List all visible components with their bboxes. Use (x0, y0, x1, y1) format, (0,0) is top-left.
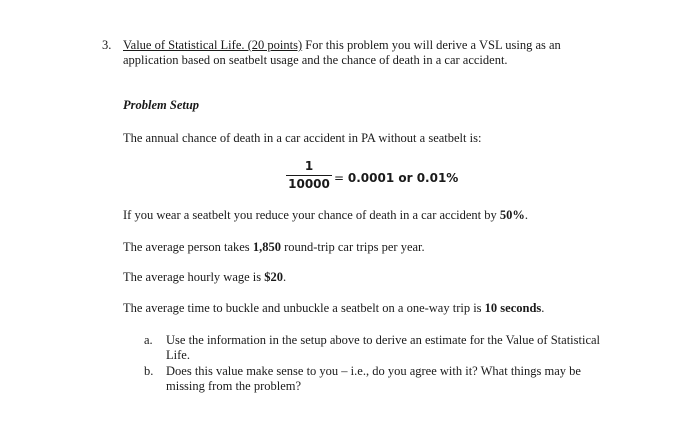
fraction-result (334, 171, 458, 186)
trips-sentence (123, 240, 425, 255)
seatbelt-sentence (123, 208, 528, 223)
buckle-period: . (541, 301, 545, 315)
fraction-numerator: 1 (304, 159, 314, 173)
seatbelt-value: 50% (499, 208, 525, 222)
wage-period: . (283, 270, 287, 284)
trips-text: The average person takes (123, 240, 253, 254)
fraction-denominator: 10000 (288, 177, 330, 192)
subquestion-b-text: Does this value make sense to you – i.e., do you agree with it? What things may be missing from the problem? (166, 364, 581, 393)
question-intro-text: For this problem you will derive a VSL using as an application based on seatbelt usage and the chance of death in a car accident. (123, 38, 561, 67)
trips-text-end: round-trip car trips per year. (280, 240, 425, 254)
buckle-value: 10 seconds (484, 301, 542, 315)
subquestion-a-label: a. (144, 333, 153, 347)
subquestion-b-label: b. (144, 364, 154, 378)
wage-text: The average hourly wage is (123, 270, 265, 284)
wage-value: $20 (264, 270, 284, 284)
fraction-bar (286, 175, 332, 176)
seatbelt-period: . (524, 208, 529, 222)
wage-sentence (123, 270, 286, 285)
chance-sentence: The annual chance of death in a car accident in PA without a seatbelt is: (123, 131, 482, 145)
equals-sign: = (334, 171, 348, 185)
death-chance-fraction (286, 160, 332, 191)
question-intro (123, 38, 603, 68)
buckle-text: The average time to buckle and unbuckle a seatbelt on a one-way trip is (123, 301, 485, 315)
buckle-sentence (123, 301, 544, 316)
trips-value: 1,850 (252, 240, 281, 254)
fraction-rhs-value: 0.0001 or 0.01% (347, 171, 459, 185)
seatbelt-text: If you wear a seatbelt you reduce your chance of death in a car accident by (123, 208, 500, 222)
problem-setup-heading: Problem Setup (123, 98, 200, 112)
subquestion-a-text: Use the information in the setup above to derive an estimate for the Value of Statistical Life. (166, 333, 601, 362)
question-number: 3. (102, 38, 112, 52)
question-title: Value of Statistical Life. (20 points) (123, 38, 303, 52)
